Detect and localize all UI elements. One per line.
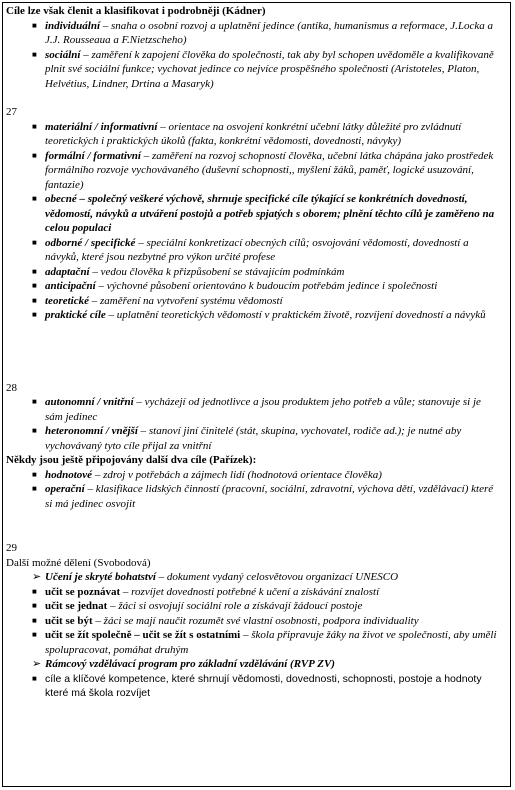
list-item <box>6 570 501 585</box>
item-description: – speciální konkretizací obecných cílů; osvojování vědomostí, dovedností a návyků, které jsou nezbytné pro výkon určité profese <box>45 236 469 263</box>
square-bullet-icon: ■ <box>32 630 37 639</box>
square-bullet-icon: ■ <box>32 586 37 596</box>
square-bullet-icon: ■ <box>32 281 37 290</box>
item-term: sociální <box>45 48 81 61</box>
arrow-bullet-icon: ➢ <box>32 571 42 583</box>
list-item <box>6 424 501 453</box>
item-term: odborné / specifické <box>45 236 136 249</box>
list-item <box>6 48 501 92</box>
item-term: anticipační <box>45 280 96 292</box>
item-term: praktické cíle <box>45 309 106 321</box>
item-term: formální / formativní <box>45 149 141 162</box>
document-page <box>2 2 511 787</box>
square-bullet-icon: ■ <box>32 150 37 160</box>
item-term: teoretické <box>45 294 89 307</box>
item-description: – zdroj v potřebách a zájmech lidí (hodnotová orientace člověka) <box>92 468 382 481</box>
item-term: adaptační <box>45 265 90 278</box>
list-autonomy <box>6 395 507 453</box>
page-number: 28 <box>6 381 17 394</box>
list-individual-social <box>6 19 507 92</box>
section-heading-svobodova: Další možné dělení (Svobodová) <box>6 556 151 569</box>
item-description: – uplatnění teoretických vědomostí v praktickém životě, rozvíjení dovedností a návyků <box>105 309 486 321</box>
item-term: učit se jednat <box>45 600 108 612</box>
square-bullet-icon: ■ <box>32 426 37 435</box>
item-term: operační <box>45 483 85 495</box>
item-description: – dokument vydaný celosvětovou organizací UNESCO <box>155 571 399 583</box>
item-description: – vycházejí od jednotlivce a jsou produktem jeho potřeb a vůle; stanovuje si je sám jedinec <box>45 396 481 423</box>
square-bullet-icon: ■ <box>32 673 37 683</box>
item-description: – zaměření k zapojení člověka do společnosti, tak aby byl schopen uvědoměle a kvalifikovaně plnit své sociální funkce; vychovat jedince co nejvíce prospěšného společnosti (Aristoteles, Platon, Helvétius, Lindner, Drtina a Masaryk) <box>45 48 494 90</box>
item-term: hodnotové <box>45 468 93 481</box>
square-bullet-icon: ■ <box>32 20 37 30</box>
list-item <box>6 672 501 701</box>
item-description: – orientace na osvojení konkrétní učební látky důležité pro zvládnutí teoretických i praktických úkolů (fakta, konkrétní vědomosti, dovednosti, návyky) <box>45 120 462 147</box>
list-item <box>6 265 501 280</box>
item-term: heteronomní / vnější <box>45 425 138 437</box>
square-bullet-icon: ■ <box>32 469 37 479</box>
item-description: – vedou člověka k přizpůsobení se stávajícím podmínkám <box>89 265 345 278</box>
list-item <box>6 628 501 657</box>
square-bullet-icon: ■ <box>32 397 37 406</box>
list-item <box>6 468 501 483</box>
item-description: – výchovné působení orientováno k budoucím potřebám jedince i společnosti <box>95 280 438 292</box>
item-description: – klasifikace lidských činností (pracovní, sociální, zdravotní, výchova dětí, vzdělávací) které si má jedinec osvojit <box>45 483 494 510</box>
item-term: materiální / informativní <box>45 120 158 133</box>
item-description: – stanoví jiní činitelé (stát, skupina, vychovatel, rodiče ad.); je nutné aby vychovávaný tyto cíle přijal za vnitřní <box>45 425 462 452</box>
page-number: 29 <box>6 542 17 554</box>
item-term: Rámcový vzdělávací program pro základní vzdělávání (RVP ZV) <box>45 658 335 670</box>
item-description: – rozvíjet dovednosti potřebné k učení a získávání znalostí <box>120 585 380 598</box>
list-item <box>6 120 501 149</box>
item-description: – snaha o osobní rozvoj a uplatnění jedince (antika, humanismus a reformace, J.Locka a J.J. Rousseaua a F.Nietzscheho) <box>45 19 494 46</box>
list-item <box>6 19 501 48</box>
list-item <box>6 308 501 323</box>
item-term: učit se žít společně – učit se žít s ostatními <box>45 629 241 641</box>
item-description: – zaměření na vytvoření systému vědomostí <box>88 294 283 307</box>
square-bullet-icon: ■ <box>32 49 37 59</box>
list-item <box>6 236 501 265</box>
square-bullet-icon: ■ <box>32 295 37 305</box>
square-bullet-icon: ■ <box>32 310 37 319</box>
square-bullet-icon: ■ <box>32 237 37 247</box>
item-description: – zaměření na rozvoj schopností člověka, učební látka chápána jako prostředek formálního rozvoje vychovávaného (duševní schopnosti,, myšlení žáků, paměť, logické usuzování, fantazie) <box>45 149 494 191</box>
list-item <box>6 599 501 614</box>
list-item <box>6 279 501 294</box>
list-item <box>6 585 501 600</box>
item-term: učit se poznávat <box>45 585 121 598</box>
list-item <box>6 657 501 672</box>
list-item <box>6 482 501 511</box>
item-description: – žáci si osvojují sociální role a získávají žádoucí postoje <box>107 600 363 612</box>
list-item <box>6 294 501 309</box>
item-description: – škola připravuje žáky na život ve společnosti, aby uměli spolupracovat, pomáhat druhým <box>45 629 497 656</box>
item-term: individuální <box>45 19 101 32</box>
item-description: – žáci se mají naučit rozumět své vlastní osobnosti, podpora individuality <box>92 614 419 627</box>
list-item <box>6 149 501 193</box>
list-svobodova <box>6 570 507 701</box>
item-description: cíle a klíčové kompetence, které shrnují vědomosti, dovednosti, schopnosti, postoje a hodnoty které má škola rozvíjet <box>45 672 482 699</box>
list-parizek <box>6 468 507 512</box>
list-item <box>6 395 501 424</box>
arrow-bullet-icon: ➢ <box>32 658 42 670</box>
list-item <box>6 192 501 236</box>
square-bullet-icon: ■ <box>32 121 37 131</box>
item-term: obecné – společný veškeré výchově, shrnuje specifické cíle týkající se konkrétních dovedností, vědomostí, návyků a utváření postojů a potřeb spjatých s oborem; plnění těchto cílů je zaměřeno na celou populaci <box>45 193 495 234</box>
square-bullet-icon: ■ <box>32 615 37 625</box>
square-bullet-icon: ■ <box>32 484 37 493</box>
square-bullet-icon: ■ <box>32 194 37 203</box>
item-term: učit se být <box>45 614 93 627</box>
list-item <box>6 614 501 629</box>
item-term: Učení je skryté bohatství <box>45 571 156 583</box>
section-heading-kadner: Cíle lze však členit a klasifikovat i podrobněji (Kádner) <box>6 5 266 17</box>
section-heading-parizek: Někdy jsou ještě připojovány další dva cíle (Pařízek): <box>6 454 257 466</box>
square-bullet-icon: ■ <box>32 601 37 610</box>
item-term: autonomní / vnitřní <box>45 396 134 408</box>
page-number: 27 <box>6 106 17 118</box>
list-goal-types <box>6 120 507 323</box>
square-bullet-icon: ■ <box>32 266 37 276</box>
